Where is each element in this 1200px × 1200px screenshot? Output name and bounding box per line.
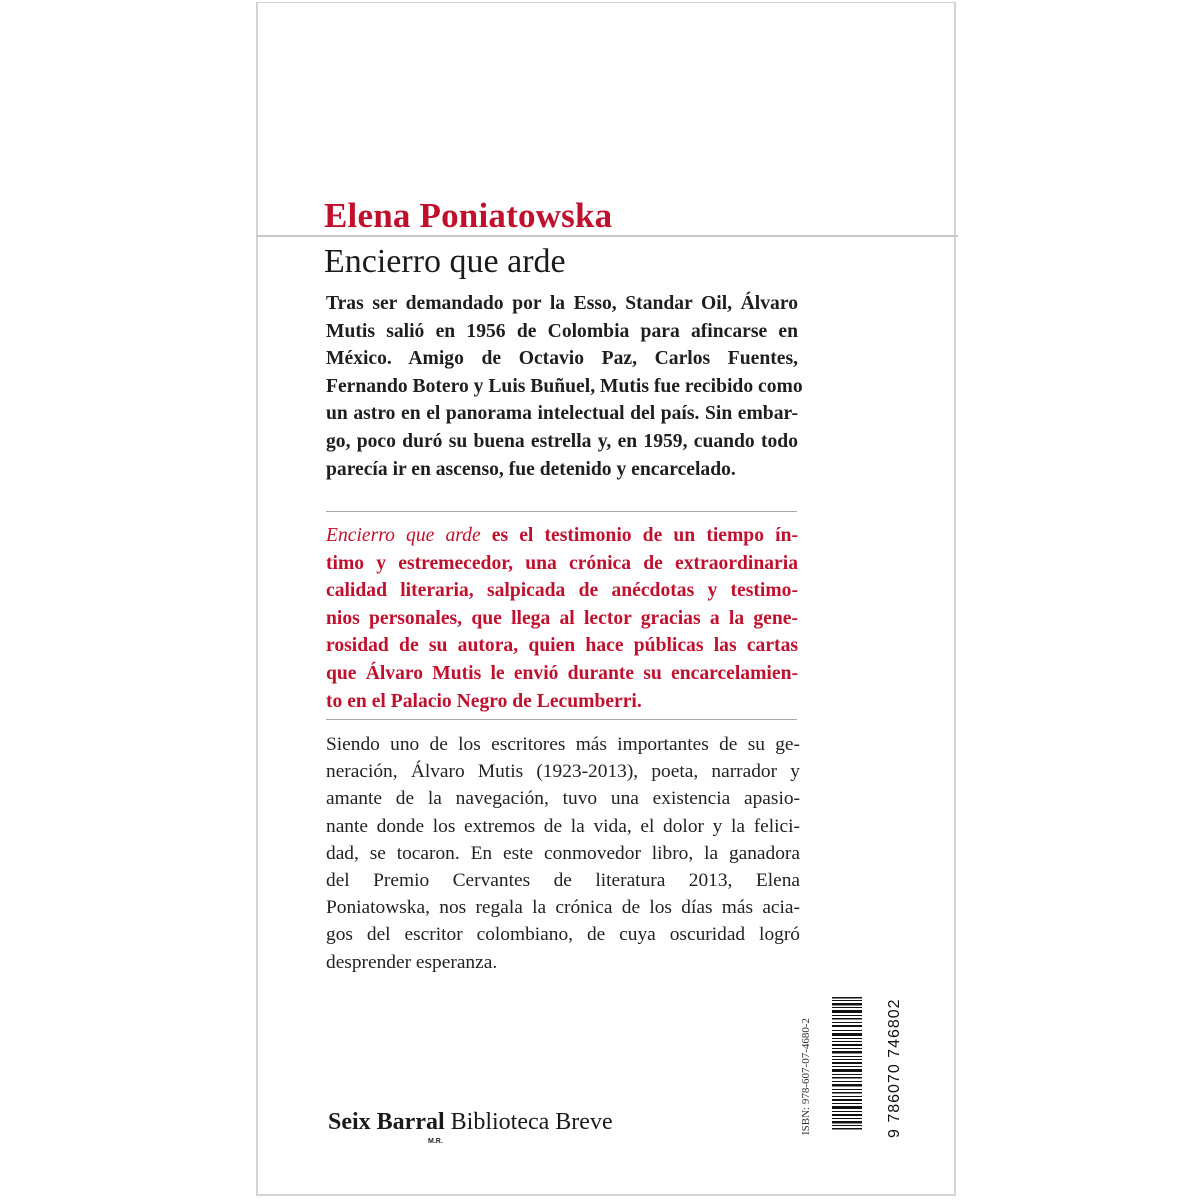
divider [326,719,797,720]
text-line: Mutis salió en 1956 de Colombia para afincarse en [326,320,798,342]
isbn-label: ISBN: 978-607-07-4680-2 [800,1017,812,1135]
text-line: calidad literaria, salpicada de anécdotas y testimo- [326,580,798,602]
text-line: nios personales, que llega al lector gracias a la gene- [326,607,798,629]
barcode-digits: 9 786070 746802 [886,998,903,1138]
text-fragment: es el testimonio de un tiempo ín- [480,525,798,546]
text-line: Tras ser demandado por la Esso, Standar Oil, Álvaro [326,293,798,314]
text-line: desprender esperanza. [326,951,498,973]
text-line: Fernando Botero y Luis Buñuel, Mutis fue recibido como [326,375,803,397]
text-line: go, poco duró su buena estrella y, en 1959, cuando todo [326,430,798,452]
text-line: amante de la navegación, tuvo una existencia apasio- [326,788,800,810]
text-line: parecía ir en ascenso, fue detenido y encarcelado. [326,458,736,480]
trademark-mark: M.R. [428,1138,443,1145]
text-line: México. Amigo de Octavio Paz, Carlos Fuentes, [326,348,798,370]
text-line: Siendo uno de los escritores más importantes de su ge- [326,734,800,755]
title-italic: Encierro que arde [326,525,481,546]
synopsis-paragraph-3 [326,731,800,976]
barcode-icon [832,997,862,1131]
text-line: nante donde los extremos de la vida, el dolor y la felici- [326,815,800,837]
book-title: Encierro que arde [324,243,566,280]
text-line: dad, se tocaron. En este conmovedor libro, la ganadora [326,842,800,864]
text-line: timo y estremecedor, una crónica de extraordinaria [326,552,798,574]
collection-name: Biblioteca Breve [444,1109,613,1135]
text-line: del Premio Cervantes de literatura 2013, Elena [326,870,800,892]
text-line: gos del escritor colombiano, de cuya oscuridad logró [326,924,800,946]
publisher-logo [328,1109,613,1136]
text-line: to en el Palacio Negro de Lecumberri. [326,690,642,712]
text-line: Poniatowska, nos regala la crónica de los días más acia- [326,897,800,919]
synopsis-paragraph-2 [326,522,798,715]
text-line: un astro en el panorama intelectual del país. Sin embar- [326,403,798,425]
publisher-name: Seix Barral [328,1109,445,1135]
synopsis-paragraph-1 [326,290,803,483]
text-line: rosidad de su autora, quien hace públicas las cartas [326,635,798,657]
text-line: neración, Álvaro Mutis (1923-2013), poeta, narrador y [326,761,800,783]
text-line [326,522,798,550]
divider [326,511,797,512]
author-name: Elena Poniatowska [324,196,613,235]
text-line: que Álvaro Mutis le envió durante su encarcelamien- [326,662,798,684]
